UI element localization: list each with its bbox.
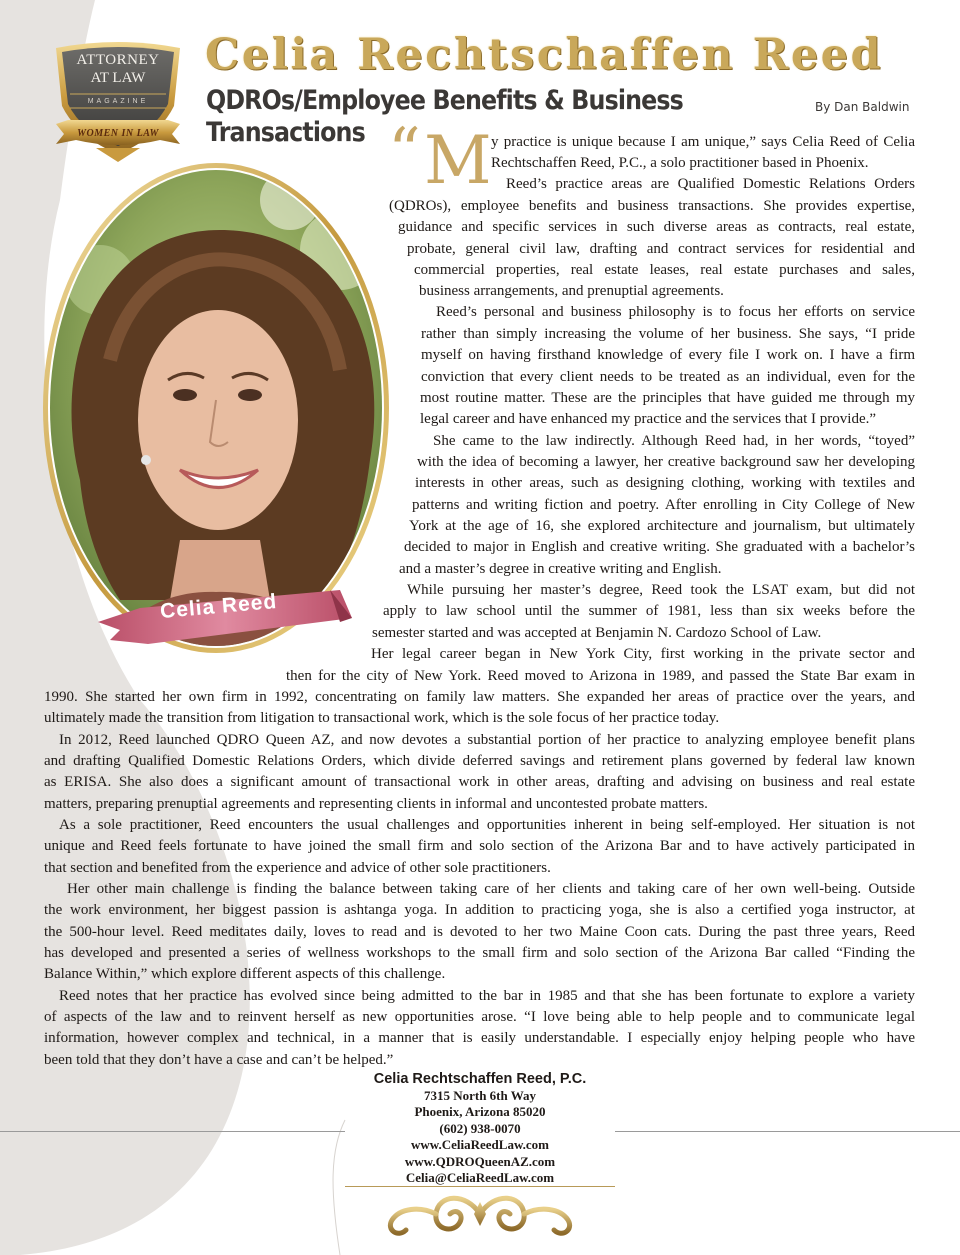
contact-website-link[interactable]: www.QDROQueenAZ.com [404, 1154, 556, 1169]
body-line: probate, general civil law, drafting and contract services for residential and [407, 241, 915, 257]
body-line: y practice is unique because I am unique,” says Celia Reed of Celia [491, 134, 915, 150]
logo-banner: WOMEN IN LAW [77, 128, 159, 139]
logo-line2: AT LAW [90, 70, 146, 86]
logo-line1: ATTORNEY [76, 52, 160, 68]
body-line: Her other main challenge is finding the balance between taking care of her clients and taking care of her own well-being. Outside [67, 881, 915, 897]
body-line: guidance and specific services in such diverse areas as contracts, real estate, [398, 219, 915, 235]
body-line: as ERISA. She also does a significant amount of transactional work in other areas, drafting and advising on business and real estate [44, 774, 915, 790]
body-line: has developed and presented a series of wellness workshops to the small firm and solo section of the Arizona Bar called “Finding the [44, 945, 915, 961]
body-line: of aspects of the law and to reinvent herself as new opportunities arose. “I love being able to help people and to communicate legal [44, 1009, 915, 1025]
divider-right [615, 1131, 960, 1132]
body-line: and drafting Qualified Domestic Relations Orders, which divide deferred savings and retirement plans governed by federal law known [44, 753, 915, 769]
body-line: myself on having firsthand knowledge of every file I work on. I have a firm [421, 347, 915, 363]
body-line: While pursuing her master’s degree, Reed took the LSAT exam, but did not [407, 582, 915, 598]
body-line: ultimately made the transition from litigation to transactional work, which is the sole focus of her practice today. [44, 710, 720, 726]
attorney-at-law-logo [48, 38, 188, 166]
body-line: the work environment, her biggest passion is ashtanga yoga. In addition to practicing yoga, she is also a certified yoga instructor, at [44, 902, 915, 918]
body-line: then for the city of New York. Reed moved to Arizona in 1989, and passed the State Bar exam in [286, 668, 915, 684]
body-line: apply to law school until the summer of 1981, less than six weeks before the [383, 603, 915, 619]
body-line: semester started and was accepted at Benjamin N. Cardozo School of Law. [372, 625, 822, 641]
body-line: As a sole practitioner, Reed encounters the usual challenges and opportunities inherent in being self-employed. Her situation is not [59, 817, 915, 833]
contact-phone: (602) 938-0070 [439, 1121, 521, 1136]
body-line: been told that they don’t have a case and can’t be helped.” [44, 1052, 394, 1068]
body-line: rather than simply increasing the volume of her business. She says, “I pride [421, 326, 915, 342]
body-line: legal career and have enhanced my practice and the services that I provide.” [420, 411, 877, 427]
contact-email-link[interactable]: Celia@CeliaReedLaw.com [405, 1170, 555, 1185]
body-line: Reed’s practice areas are Qualified Domestic Relations Orders [506, 176, 915, 192]
body-line: In 2012, Reed launched QDRO Queen AZ, and now devotes a substantial portion of her practice to analyzing employee benefit plans [59, 732, 915, 748]
logo-line3: MAGAZINE [87, 98, 149, 105]
body-line: with the idea of becoming a lawyer, her creative background saw her developing [417, 454, 915, 470]
body-line: Her legal career began in New York City, first working in the private sector and [371, 646, 915, 662]
body-line: Reed’s personal and business philosophy is to focus her efforts on service [436, 304, 915, 320]
article-subtitle: QDROs/Employee Benefits & Business Transactions [206, 85, 683, 149]
body-line: 1990. She started her own firm in 1992, concentrating on family law matters. She expanded her areas of practice over the years, and [44, 689, 915, 705]
body-line: Reed notes that her practice has evolved since being admitted to the bar in 1985 and that she has been fortunate to explore a variety [59, 988, 915, 1004]
body-line: Balance Within,” which explore different aspects of this challenge. [44, 966, 446, 982]
body-line: conviction that every client needs to be treated as an individual, even for the [421, 369, 915, 385]
article-title: Celia Rechtschaffen Reed [205, 30, 884, 80]
body-line: She came to the law indirectly. Although Reed had, in her words, “toyed” [433, 433, 915, 449]
contact-address-line2: Phoenix, Arizona 85020 [414, 1104, 546, 1119]
drop-cap: M [424, 122, 492, 199]
body-line: Rechtschaffen Reed, P.C., a solo practitioner based in Phoenix. [491, 155, 869, 171]
body-line: York at the age of 16, she explored architecture and journalism, but ultimately [409, 518, 915, 534]
body-line: business arrangements, and prenuptial agreements. [419, 283, 724, 299]
body-line: commercial properties, real estate leases, real estate purchases and sales, [414, 262, 915, 278]
byline: By Dan Baldwin [815, 100, 910, 114]
divider-left [0, 1131, 345, 1132]
body-line: unique and Reed feels fortunate to have joined the small firm and solo section of the Arizona Bar and to have actively participated in [44, 838, 915, 854]
ornament-flourish-icon [376, 1184, 584, 1242]
body-line: matters, preparing prenuptial agreements and representing clients in informal and uncontested probate matters. [44, 796, 708, 812]
body-line: interests in other areas, such as designing clothing, working with textiles and [415, 475, 915, 491]
quote-mark: “ [388, 115, 421, 189]
body-line: the 500-hour level. Reed meditates daily, loves to read and is devoted to her two Maine Coon cats. During the past three years, Reed [44, 924, 915, 940]
contact-firm-name: Celia Rechtschaffen Reed, P.C. [373, 1071, 587, 1087]
body-line: information, however complex and technical, in a manner that is easily understandable. I especially enjoy helping people who have [44, 1030, 915, 1046]
body-line: that section and benefited from the experience and advice of other sole practitioners. [44, 860, 551, 876]
portrait-caption: Celia Reed [159, 589, 279, 624]
body-line: most routine matter. These are the principles that have guided me through my [420, 390, 915, 406]
contact-address-line1: 7315 North 6th Way [423, 1088, 537, 1103]
body-line: (QDROs), employee benefits and business transactions. She provides expertise, [389, 198, 915, 214]
contact-website-link[interactable]: www.CeliaReedLaw.com [411, 1137, 549, 1152]
body-line: patterns and writing fiction and poetry. After enrolling in City College of New [412, 497, 915, 513]
body-line: decided to major in English and creative writing. She graduated with a bachelor’s [404, 539, 915, 555]
body-line: and a master’s degree in creative writing and English. [399, 561, 722, 577]
